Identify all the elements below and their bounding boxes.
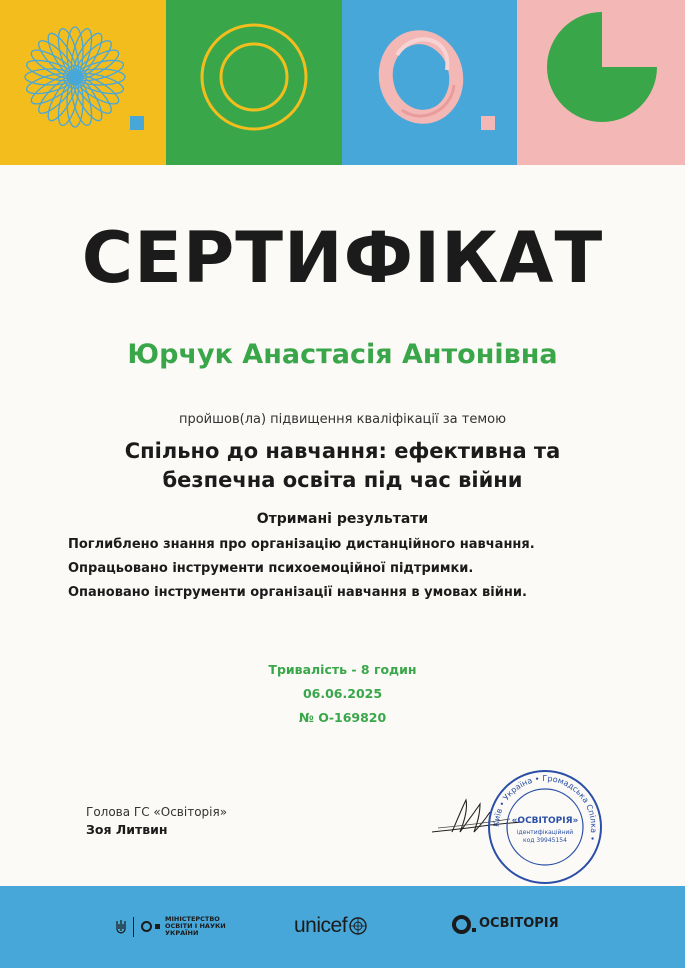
- certificate-number: № О-169820: [298, 710, 387, 725]
- result-item: Опановано інструменти організації навчання в умовах війни.: [68, 585, 527, 600]
- concentric-circles-icon: [166, 0, 342, 165]
- signatory-block: [86, 803, 227, 839]
- unicef-globe-icon: [349, 917, 367, 935]
- ministry-logo: [116, 916, 237, 937]
- ministry-mark-icon: [141, 921, 160, 932]
- course-topic: [0, 437, 685, 495]
- osvitoria-dot-icon: [472, 928, 476, 932]
- duration: Тривалість - 8 годин: [268, 662, 417, 677]
- results-title: Отримані результати: [256, 511, 429, 527]
- osvitoria-logo: [452, 914, 559, 934]
- blue-tile: [342, 0, 517, 165]
- brush-ring-icon: [342, 0, 517, 165]
- intro-text: пройшов(ла) підвищення кваліфікації за темою: [178, 412, 507, 427]
- pink-tile: [517, 0, 685, 165]
- unicef-logo: [294, 914, 367, 938]
- trident-icon: [116, 920, 126, 934]
- stamp-code: код 39945154: [523, 837, 567, 844]
- logo-divider: [133, 917, 134, 937]
- official-stamp: [482, 768, 608, 886]
- result-item: Опрацьовано інструменти психоемоційної підтримки.: [68, 561, 474, 576]
- stamp-center-text: «ОСВІТОРІЯ»: [511, 816, 579, 826]
- ministry-name: МІНІСТЕРСТВО ОСВІТИ І НАУКИ УКРАЇНИ: [165, 915, 226, 937]
- results-list: [68, 536, 535, 608]
- stamp-code-label: ідентифікаційний: [516, 829, 574, 836]
- recipient-name: Юрчук Анастасія Антонівна: [127, 339, 558, 370]
- osvitoria-ring-icon: [452, 915, 471, 934]
- stamp-ring-text: Київ • Україна • Громадська Спілка •: [491, 773, 599, 842]
- unicef-wordmark: unicef: [294, 914, 348, 937]
- green-tile: [166, 0, 342, 165]
- sun-flower-icon: [0, 0, 166, 165]
- osvitoria-wordmark: ОСВІТОРІЯ: [479, 916, 559, 931]
- issue-date: 06.06.2025: [302, 686, 383, 701]
- course-topic-line-2: безпечна освіта під час війни: [162, 468, 523, 492]
- certificate-title: СЕРТИФІКАТ: [81, 217, 604, 299]
- signatory-name: Зоя Литвин: [86, 822, 168, 837]
- quarter-circle-icon: [517, 0, 685, 165]
- signatory-role: Голова ГС «Освіторія»: [86, 805, 228, 819]
- course-topic-line-1: Спільно до навчання: ефективна та: [124, 439, 561, 463]
- result-item: Поглиблено знання про організацію дистанційного навчання.: [68, 537, 535, 552]
- yellow-tile: [0, 0, 166, 165]
